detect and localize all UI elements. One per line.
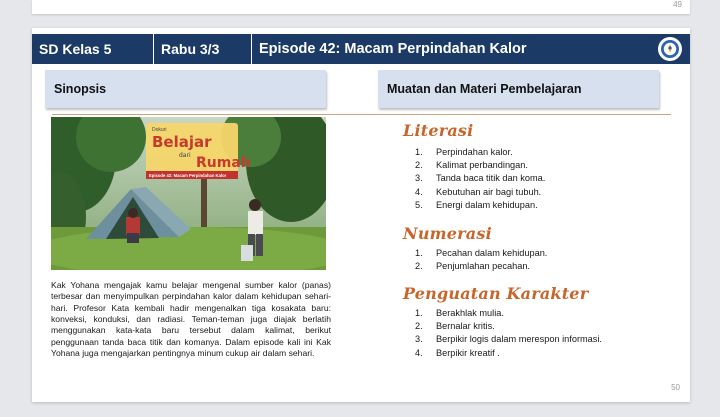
poster-subtitle: Episode 42: Macam Perpindahan Kalor xyxy=(149,173,227,178)
document-page xyxy=(32,28,690,402)
ministry-logo-icon xyxy=(658,37,682,61)
list-item: 5. Energi dalam kehidupan. xyxy=(415,199,538,210)
page-number: 50 xyxy=(671,383,680,392)
numerasi-title: Numerasi xyxy=(403,224,492,243)
header-bar xyxy=(32,34,690,64)
list-item: 1. Perpindahan kalor. xyxy=(415,147,513,157)
list-item: 4. Berpikir kreatif . xyxy=(415,347,500,358)
literasi-title: Literasi xyxy=(403,121,474,140)
list-item: 1. Pecahan dalam kehidupan. xyxy=(415,248,548,258)
literasi-list xyxy=(415,146,545,212)
list-item: 2. Kalimat perbandingan. xyxy=(415,160,528,171)
episode-title: Episode 42: Macam Perpindahan Kalor xyxy=(259,41,527,57)
list-item: 2. Penjumlahan pecahan. xyxy=(415,261,530,272)
list-item: 3. Berpikir logis dalam merespon informasi. xyxy=(415,334,602,345)
list-item: 4. Kebutuhan air bagi tubuh. xyxy=(415,186,542,197)
previous-page-strip xyxy=(32,0,690,14)
day-label: Rabu 3/3 xyxy=(154,34,252,64)
poster-title-line1: Belajar xyxy=(152,133,212,151)
tab-muatan-materi: Muatan dan Materi Pembelajaran xyxy=(378,70,659,108)
list-item: 3. Tanda baca titik dan koma. xyxy=(415,173,546,184)
tab-sinopsis: Sinopsis xyxy=(45,70,326,108)
karakter-list xyxy=(415,307,602,360)
grade-label: SD Kelas 5 xyxy=(32,34,154,64)
synopsis-text: Kak Yohana mengajak kamu belajar mengenal sumber kalor (panas) terbesar dan menyimpulkan perpindahan kalor dalam kehidupan sehari-hari. Profesor Kata kembali hadir mengenalkan tiga kosakata baru: konveksi, konduksi, dan radiasi. Teman-teman juga diajak berlatih menggunakan kata-kata baru tersebut dalam kalimat, berikut penggunaan tanda baca titik dan komanya. Dalam episode kali ini Kak Yohana juga mengajarkan pentingnya minum cukup air dalam sehari. xyxy=(51,280,331,359)
poster-title-line2: dari xyxy=(179,152,191,159)
karakter-title: Penguatan Karakter xyxy=(403,284,589,303)
numerasi-list xyxy=(415,247,547,273)
poster-small-label: Dokuri xyxy=(152,127,167,133)
poster-title-line3: Rumah xyxy=(196,155,251,171)
episode-photo xyxy=(51,117,326,270)
list-item: 2. Bernalar kritis. xyxy=(415,321,495,332)
list-item: 1. Berakhlak mulia. xyxy=(415,308,504,318)
divider-line xyxy=(52,114,671,115)
previous-page-number: 49 xyxy=(673,0,682,9)
